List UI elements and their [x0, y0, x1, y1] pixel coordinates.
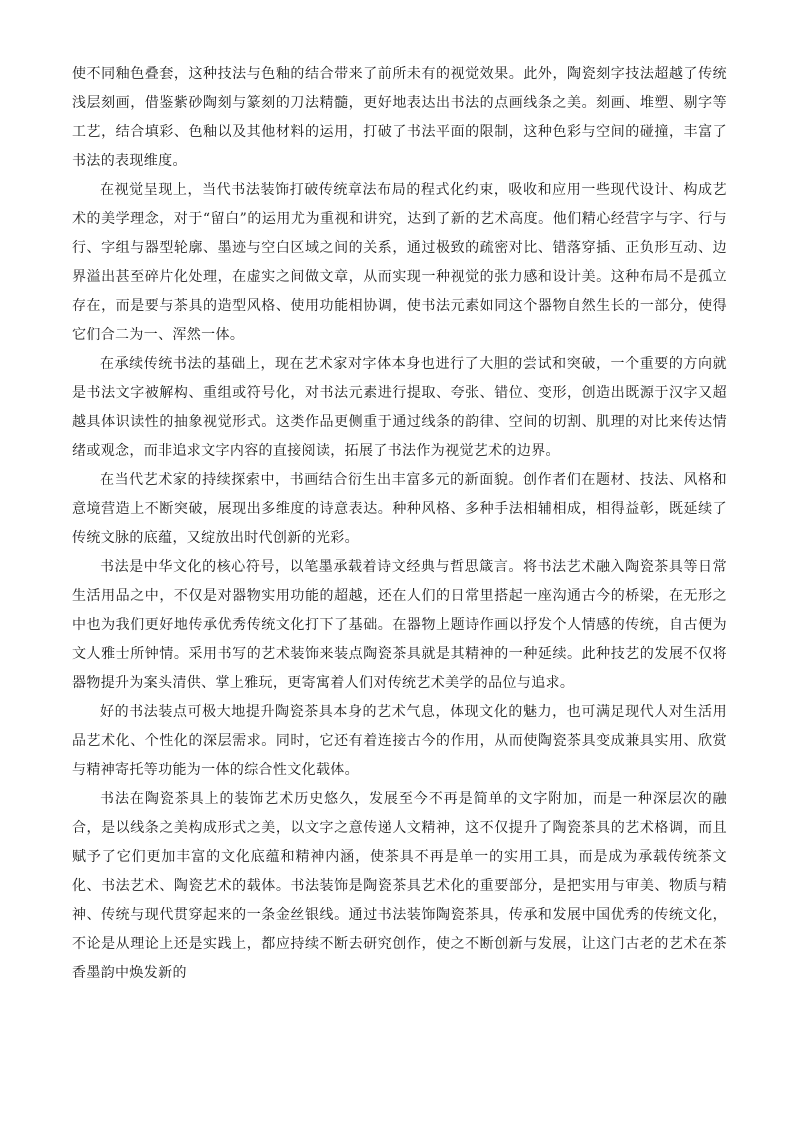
paragraph: 在承续传统书法的基础上，现在艺术家对字体本身也进行了大胆的尝试和突破，一个重要的方向就是书法文字被解构、重组或符号化，对书法元素进行提取、夸张、错位、变形，创造出既源于汉字又超越具体识读性的抽象视觉形式。这类作品更侧重于通过线条的韵律、空间的切割、肌理的对比来传达情绪或观念，而非追求文字内容的直接阅读，拓展了书法作为视觉艺术的边界。 — [72, 356, 727, 459]
paragraph: 好的书法装点可极大地提升陶瓷茶具本身的艺术气息，体现文化的魅力，也可满足现代人对生活用品艺术化、个性化的深层需求。同时，它还有着连接古今的作用，从而使陶瓷茶具变成兼具实用、欣赏与精神寄托等功能为一体的综合性文化载体。 — [72, 704, 727, 778]
document-body — [72, 60, 727, 988]
paragraph: 在当代艺术家的持续探索中，书画结合衍生出丰富多元的新面貌。创作者们在题材、技法、风格和意境营造上不断突破，展现出多维度的诗意表达。种种风格、多种手法相辅相成，相得益彰，既延续了传统文脉的底蕴，又绽放出时代创新的光彩。 — [72, 472, 727, 546]
paragraph-continued: 使不同釉色叠套，这种技法与色釉的结合带来了前所未有的视觉效果。此外，陶瓷刻字技法超越了传统浅层刻画，借鉴紫砂陶刻与篆刻的刀法精髓，更好地表达出书法的点画线条之美。刻画、堆塑、剔字等工艺，结合填彩、色釉以及其他材料的运用，打破了书法平面的限制，这种色彩与空间的碰撞，丰富了书法的表现维度。 — [72, 66, 727, 169]
paragraph: 书法是中华文化的核心符号，以笔墨承载着诗文经典与哲思箴言。将书法艺术融入陶瓷茶具等日常生活用品之中，不仅是对器物实用功能的超越，还在人们的日常里搭起一座沟通古今的桥梁，在无形之中也为我们更好地传承优秀传统文化打下了基础。在器物上题诗作画以抒发个人情感的传统，自古便为文人雅士所钟情。采用书写的艺术装饰来装点陶瓷茶具就是其精神的一种延续。此种技艺的发展不仅将器物提升为案头清供、掌上雅玩，更寄寓着人们对传统艺术美学的品位与追求。 — [72, 559, 727, 691]
paragraph: 在视觉呈现上，当代书法装饰打破传统章法布局的程式化约束，吸收和应用一些现代设计、构成艺术的美学理念，对于“留白”的运用尤为重视和讲究，达到了新的艺术高度。他们精心经营字与字、行与行、字组与器型轮廓、墨迹与空白区域之间的关系，通过极致的疏密对比、错落穿插、正负形互动、边界溢出甚至碎片化处理，在虚实之间做文章，从而实现一种视觉的张力感和设计美。这种布局不是孤立存在，而是要与茶具的造型风格、使用功能相协调，使书法元素如同这个器物自然生长的一部分，使得它们合二为一、浑然一体。 — [72, 182, 727, 343]
paragraph: 书法在陶瓷茶具上的装饰艺术历史悠久，发展至今不再是简单的文字附加，而是一种深层次的融合，是以线条之美构成形式之美，以文字之意传递人文精神，这不仅提升了陶瓷茶具的艺术格调，而且赋予了它们更加丰富的文化底蕴和精神内涵，使茶具不再是单一的实用工具，而是成为承载传统茶文化、书法艺术、陶瓷艺术的载体。书法装饰是陶瓷茶具艺术化的重要部分，是把实用与审美、物质与精神、传统与现代贯穿起来的一条金丝银线。通过书法装饰陶瓷茶具，传承和发展中国优秀的传统文化，不论是从理论上还是实践上，都应持续不断去研究创作，使之不断创新与发展，让这门古老的艺术在茶香墨韵中焕发新的 — [72, 791, 727, 981]
